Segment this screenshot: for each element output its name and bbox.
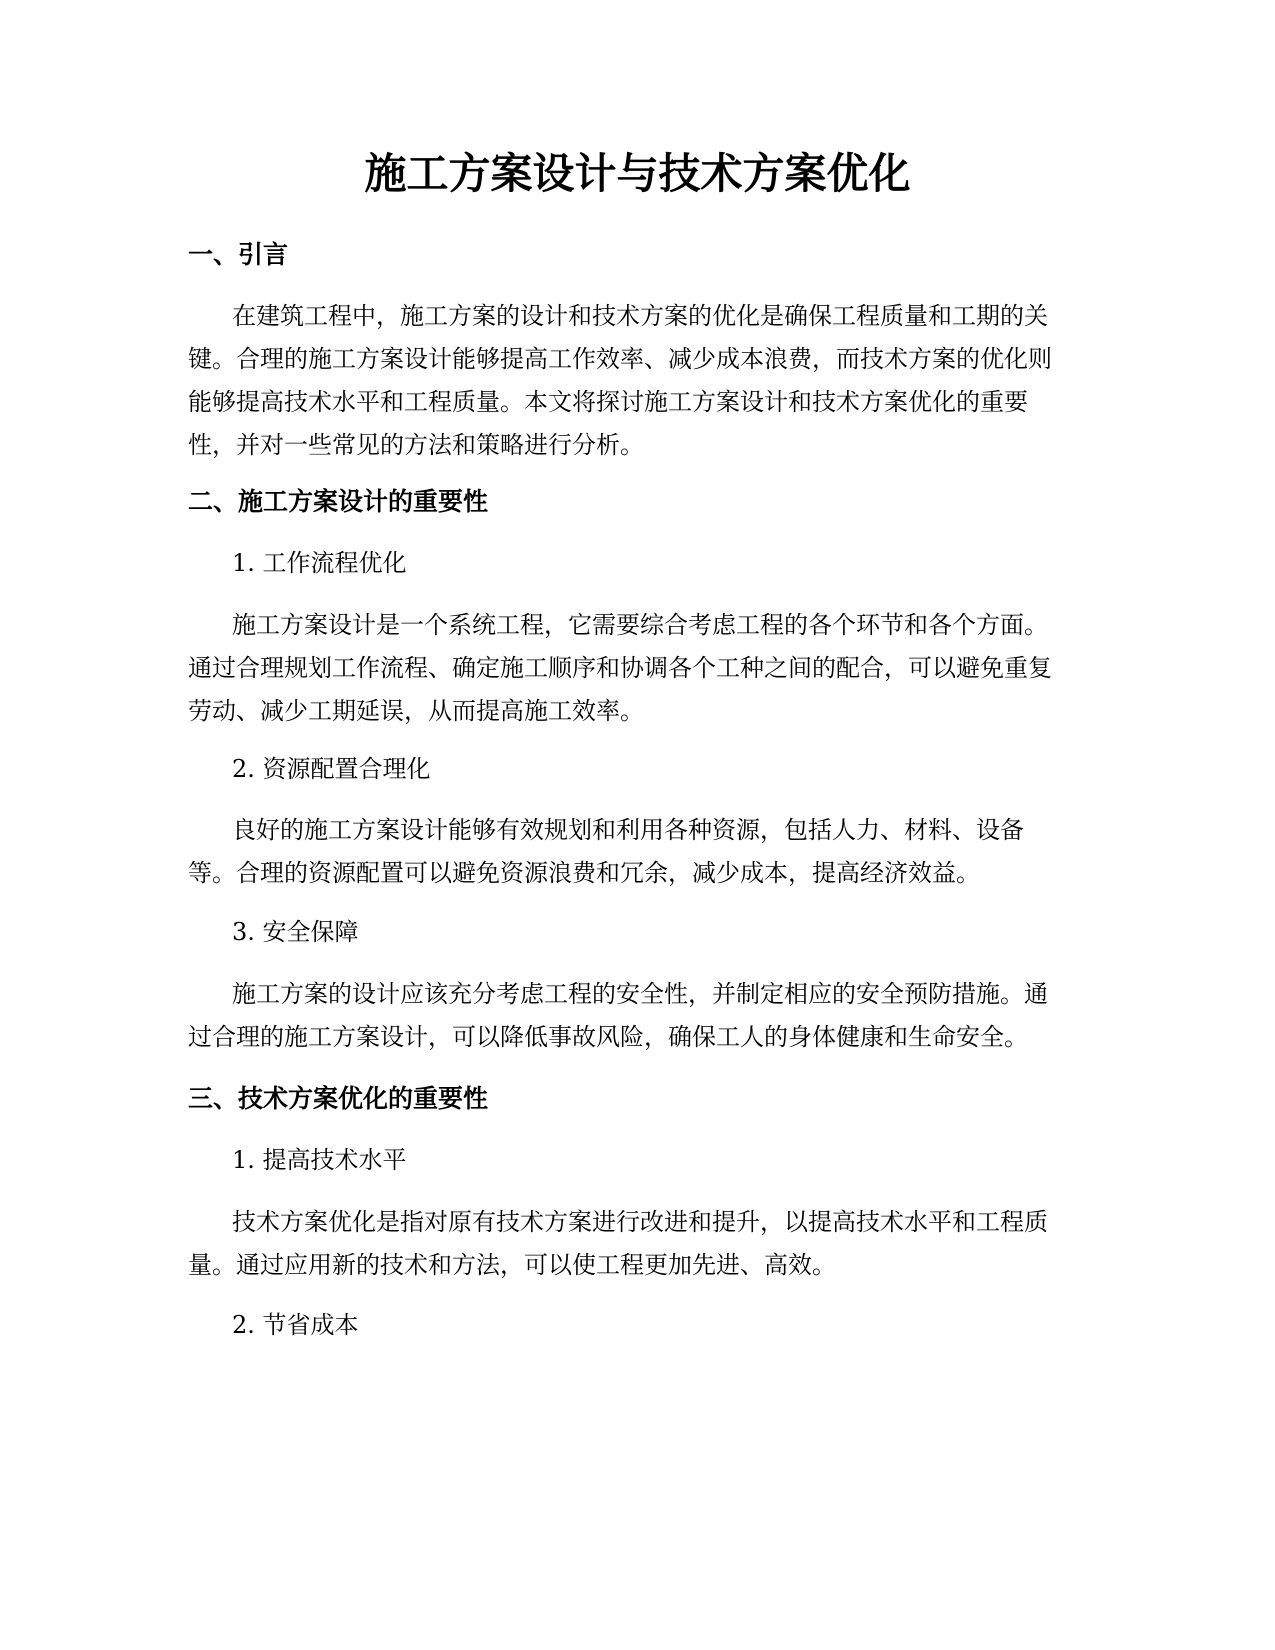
paragraph-line: 在建筑工程中，施工方案的设计和技术方案的优化是确保工程质量和工期的关: [232, 302, 1048, 330]
paragraph-line: 施工方案的设计应该充分考虑工程的安全性，并制定相应的安全预防措施。通: [232, 980, 1048, 1008]
section-heading-technical-plan-importance: 三、技术方案优化的重要性: [188, 1084, 489, 1113]
resource-allocation-paragraph: [188, 809, 1093, 895]
workflow-optimization-paragraph: [188, 604, 1093, 733]
subheading-improve-technical-level: 1. 提高技术水平: [232, 1146, 407, 1174]
section-heading-construction-plan-importance: 二、施工方案设计的重要性: [188, 487, 489, 516]
introduction-paragraph: [188, 295, 1093, 467]
section-heading-introduction: 一、引言: [188, 240, 289, 269]
safety-assurance-paragraph: [188, 973, 1093, 1059]
paragraph-line: 劳动、减少工期延误，从而提高施工效率。: [188, 697, 644, 725]
paragraph-line: 量。通过应用新的技术和方法，可以使工程更加先进、高效。: [188, 1251, 836, 1279]
paragraph-line: 良好的施工方案设计能够有效规划和利用各种资源，包括人力、材料、设备: [232, 816, 1024, 844]
paragraph-line: 过合理的施工方案设计，可以降低事故风险，确保工人的身体健康和生命安全。: [188, 1023, 1028, 1051]
paragraph-line: 技术方案优化是指对原有技术方案进行改进和提升，以提高技术水平和工程质: [232, 1208, 1048, 1236]
subheading-safety-assurance: 3. 安全保障: [232, 918, 359, 946]
paragraph-line: 能够提高技术水平和工程质量。本文将探讨施工方案设计和技术方案优化的重要: [188, 388, 1028, 416]
improve-technical-level-paragraph: [188, 1201, 1093, 1287]
paragraph-line: 等。合理的资源配置可以避免资源浪费和冗余，减少成本，提高经济效益。: [188, 859, 980, 887]
paragraph-line: 键。合理的施工方案设计能够提高工作效率、减少成本浪费，而技术方案的优化则: [188, 345, 1052, 373]
document-title: 施工方案设计与技术方案优化: [364, 149, 911, 198]
subheading-resource-allocation: 2. 资源配置合理化: [232, 755, 431, 783]
subheading-save-cost: 2. 节省成本: [232, 1311, 359, 1339]
paragraph-line: 通过合理规划工作流程、确定施工顺序和协调各个工种之间的配合，可以避免重复: [188, 654, 1052, 682]
paragraph-line: 性，并对一些常见的方法和策略进行分析。: [188, 431, 644, 459]
subheading-workflow-optimization: 1. 工作流程优化: [232, 549, 407, 577]
paragraph-line: 施工方案设计是一个系统工程，它需要综合考虑工程的各个环节和各个方面。: [232, 611, 1048, 639]
